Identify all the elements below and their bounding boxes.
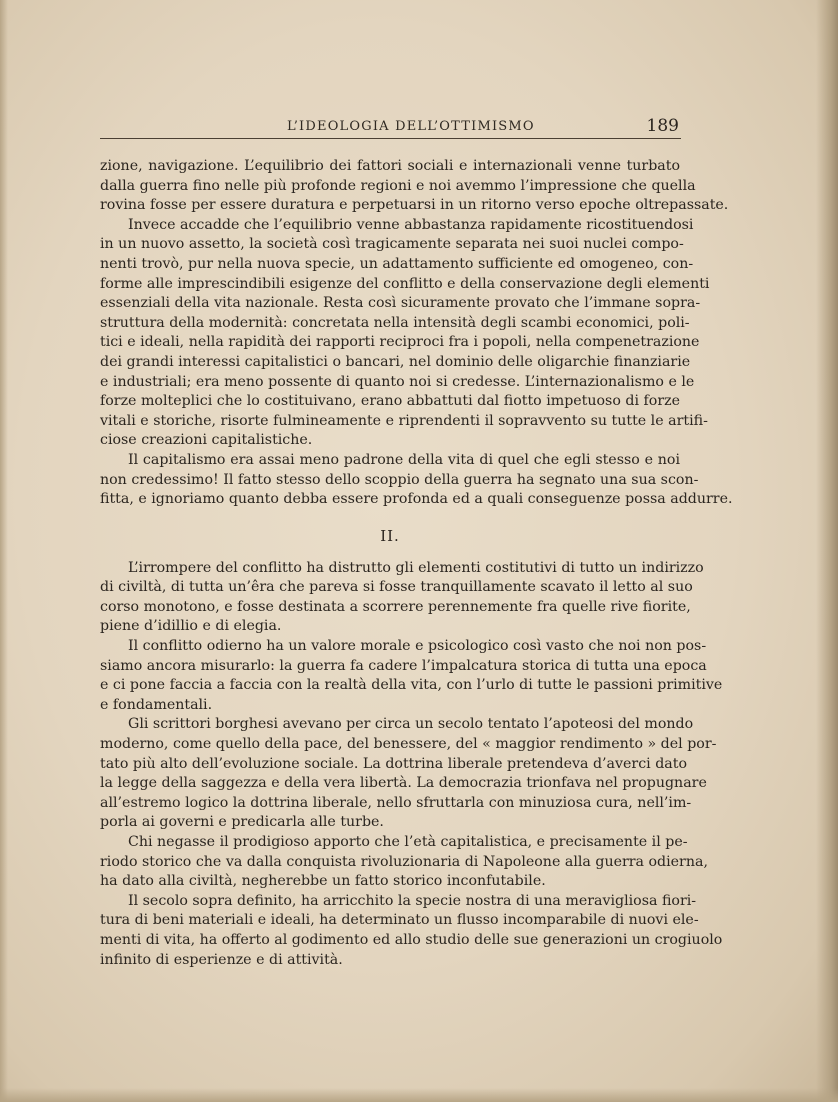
page-bottom-edge [0, 1088, 838, 1102]
text-line: zione, navigazione. L’equilibrio dei fattori sociali e internazionali venne turbato [100, 158, 680, 174]
text-before-section [100, 157, 733, 510]
text-line: rovina fosse per essere duratura e perpetuarsi in un ritorno verso epoche oltrepassate. [100, 197, 729, 214]
text-line: tato più alto dell’evoluzione sociale. La dottrina liberale pretendeva d’averci dato [100, 755, 687, 772]
text-line: la legge della saggezza e della vera libertà. La democrazia trionfava nel propugnare [100, 775, 707, 792]
text-line: piene d’idillio e di elegia. [100, 618, 282, 635]
text-line: vitali e storiche, risorte fulmineamente e riprendenti il sopravvento su tutte le artifi- [100, 412, 708, 429]
text-line: all’estremo logico la dottrina liberale, nello sfruttarla con minuziosa cura, nell’im- [100, 794, 692, 811]
text-line: non credessimo! Il fatto stesso dello scoppio della guerra ha segnato una sua scon- [100, 471, 699, 488]
text-line: essenziali della vita nazionale. Resta così sicuramente provato che l’immane sopra- [100, 295, 701, 312]
paragraph [100, 833, 708, 892]
text-line: forme alle imprescindibili esigenze del conflitto e della conservazione degli elementi [100, 275, 710, 292]
page-left-edge [0, 0, 8, 1102]
paragraph [100, 715, 717, 833]
text-line: infinito di esperienze e di attività. [100, 951, 343, 968]
text-line: nenti trovò, pur nella nuova specie, un adattamento sufficiente ed omogeneo, con- [100, 255, 694, 272]
page-number: 189 [646, 116, 679, 136]
text-after-section [100, 559, 723, 970]
text-line: struttura della modernità: concretata nella intensità degli scambi economici, poli- [100, 314, 690, 331]
text-line: in un nuovo assetto, la società così tragicamente separata nei suoi nuclei compo- [100, 236, 684, 253]
text-line: dalla guerra fino nelle più profonde regioni e noi avemmo l’impressione che quella [100, 177, 696, 194]
text-line: forze molteplici che lo costituivano, erano abbattuti dal fiotto impetuoso di forze [100, 393, 680, 410]
text-line: Il conflitto odierno ha un valore morale e psicologico così vasto che noi non pos- [128, 638, 707, 655]
running-header [100, 116, 681, 139]
section-heading: II. [380, 526, 400, 545]
page-right-edge [816, 0, 838, 1102]
text-line: Chi negasse il prodigioso apporto che l’età capitalistica, e precisamente il pe- [128, 834, 688, 850]
text-line: porla ai governi e predicarla alle turbe. [100, 814, 384, 831]
text-line: fitta, e ignoriamo quanto debba essere profonda ed a quali conseguenze possa addurre. [100, 491, 733, 508]
paragraph [100, 157, 729, 216]
paragraph [100, 892, 723, 970]
text-line: e industriali; era meno possente di quanto noi si credesse. L’internazionalismo e le [100, 373, 695, 390]
text-line: menti di vita, ha offerto al godimento ed allo studio delle sue generazioni un crogiuolo [100, 931, 723, 948]
text-line: L’irrompere del conflitto ha distrutto gli elementi costitutivi di tutto un indirizzo [128, 559, 704, 576]
paragraph [100, 637, 723, 715]
running-title: L’IDEOLOGIA DELL’OTTIMISMO [287, 119, 535, 134]
text-line: tura di beni materiali e ideali, ha determinato un flusso incomparabile di nuovi ele- [100, 912, 699, 929]
paragraph [100, 451, 733, 510]
text-line: e ci pone faccia a faccia con la realtà della vita, con l’urlo di tutte le passioni primitive [100, 677, 723, 694]
text-line: ciose creazioni capitalistiche. [100, 432, 313, 449]
text-line: moderno, come quello della pace, del benessere, del « maggior rendimento » del por- [100, 736, 717, 753]
text-line: Il secolo sopra definito, ha arricchito la specie nostra di una meravigliosa fiori- [128, 892, 697, 909]
text-line: siamo ancora misurarlo: la guerra fa cadere l’impalcatura storica di tutta una epoca [100, 657, 707, 674]
paragraph [100, 559, 704, 637]
text-line: corso monotono, e fosse destinata a scorrere perennemente fra quelle rive fiorite, [100, 598, 691, 615]
text-line: ha dato alla civiltà, negherebbe un fatto storico inconfutabile. [100, 873, 546, 890]
text-line: di civiltà, di tutta un’êra che pareva si fosse tranquillamente scavato il letto al suo [100, 579, 693, 596]
text-line: riodo storico che va dalla conquista rivoluzionaria di Napoleone alla guerra odierna, [100, 853, 708, 870]
text-line: dei grandi interessi capitalistici o bancari, nel dominio delle oligarchie finanziarie [100, 353, 691, 370]
text-line: Il capitalismo era assai meno padrone della vita di quel che egli stesso e noi [128, 451, 680, 468]
text-line: Invece accadde che l’equilibrio venne abbastanza rapidamente ricostituendosi [128, 216, 694, 233]
text-line: e fondamentali. [100, 696, 213, 713]
text-line: Gli scrittori borghesi avevano per circa un secolo tentato l’apoteosi del mondo [128, 716, 694, 733]
paragraph [100, 216, 710, 451]
text-line: tici e ideali, nella rapidità dei rapporti reciproci fra i popoli, nella compenetrazione [100, 334, 700, 351]
body-text [100, 157, 733, 970]
